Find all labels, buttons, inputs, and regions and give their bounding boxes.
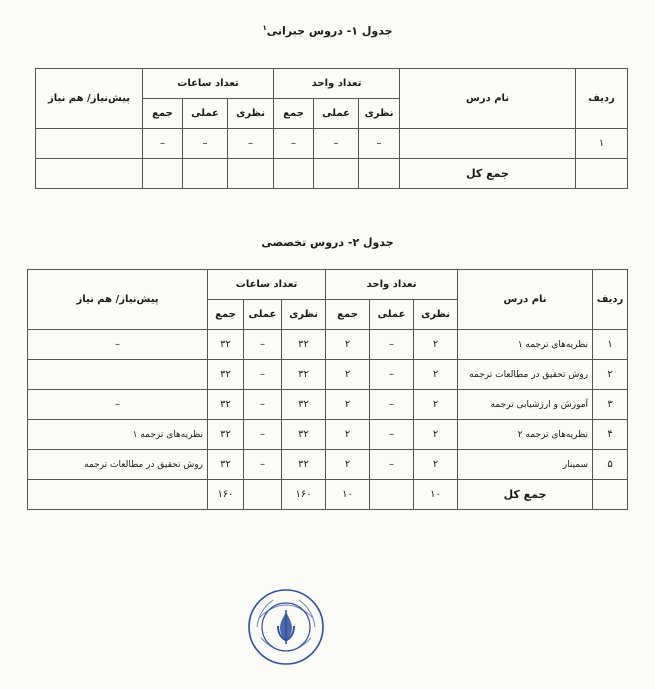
total-hours-total: ۱۶۰ bbox=[208, 480, 244, 510]
cell-units-practical: – bbox=[370, 330, 414, 360]
header-units-total: جمع bbox=[274, 99, 314, 129]
header-prereq: پیش‌نیاز/ هم نیاز bbox=[36, 69, 143, 129]
cell-units-theory: ۲ bbox=[414, 420, 458, 450]
table1-caption bbox=[0, 24, 655, 38]
table1-caption-text: جدول ۱- دروس جبرانی bbox=[266, 24, 393, 38]
table-row bbox=[28, 330, 628, 360]
table2-caption bbox=[0, 236, 655, 249]
totals-row bbox=[36, 159, 628, 189]
cell-blank bbox=[576, 159, 628, 189]
official-seal bbox=[247, 588, 325, 666]
header-course-name: نام درس bbox=[458, 270, 593, 330]
cell-hours-practical: – bbox=[244, 450, 282, 480]
cell-hours-practical: – bbox=[244, 330, 282, 360]
specialized-courses-table bbox=[27, 269, 628, 510]
cell-course-name: روش تحقیق در مطالعات ترجمه bbox=[458, 360, 593, 390]
header-hours-practical: عملی bbox=[244, 300, 282, 330]
cell-course-name: آموزش و ارزشیابی ترجمه bbox=[458, 390, 593, 420]
cell-hours-total: ۳۲ bbox=[208, 360, 244, 390]
cell-units-total: ۲ bbox=[326, 450, 370, 480]
header-units: تعداد واحد bbox=[274, 69, 400, 99]
cell-units-theory: – bbox=[359, 129, 400, 159]
cell-hours-practical: – bbox=[183, 129, 228, 159]
header-units: تعداد واحد bbox=[326, 270, 458, 300]
cell-hours-theory: ۳۲ bbox=[282, 420, 326, 450]
cell-blank bbox=[359, 159, 400, 189]
header-units-theory: نظری bbox=[359, 99, 400, 129]
cell-hours-practical: – bbox=[244, 360, 282, 390]
cell-units-total: ۲ bbox=[326, 330, 370, 360]
compensatory-courses-table bbox=[35, 68, 628, 189]
total-units-total: ۱۰ bbox=[326, 480, 370, 510]
cell-course-name: نظریه‌های ترجمه ۲ bbox=[458, 420, 593, 450]
cell-row-no: ۴ bbox=[593, 420, 628, 450]
header-units-practical: عملی bbox=[314, 99, 359, 129]
header-row-no: ردیف bbox=[576, 69, 628, 129]
cell-hours-total: – bbox=[143, 129, 183, 159]
header-units-practical: عملی bbox=[370, 300, 414, 330]
cell-blank bbox=[36, 159, 143, 189]
header-row-no: ردیف bbox=[593, 270, 628, 330]
cell-blank bbox=[314, 159, 359, 189]
cell-hours-theory: ۳۲ bbox=[282, 330, 326, 360]
cell-hours-total: ۳۲ bbox=[208, 450, 244, 480]
cell-units-theory: ۲ bbox=[414, 450, 458, 480]
totals-row bbox=[28, 480, 628, 510]
cell-hours-practical: – bbox=[244, 390, 282, 420]
cell-units-practical: – bbox=[370, 420, 414, 450]
cell-course-name bbox=[400, 129, 576, 159]
cell-units-theory: ۲ bbox=[414, 390, 458, 420]
cell-blank bbox=[143, 159, 183, 189]
cell-units-total: ۲ bbox=[326, 360, 370, 390]
cell-units-practical: – bbox=[314, 129, 359, 159]
cell-course-name: نظریه‌های ترجمه ۱ bbox=[458, 330, 593, 360]
cell-units-total: ۲ bbox=[326, 420, 370, 450]
cell-hours-theory: ۳۲ bbox=[282, 360, 326, 390]
cell-units-practical: – bbox=[370, 390, 414, 420]
header-units-total: جمع bbox=[326, 300, 370, 330]
cell-prereq: – bbox=[28, 390, 208, 420]
cell-row-no: ۵ bbox=[593, 450, 628, 480]
table-row bbox=[28, 450, 628, 480]
table-row bbox=[28, 390, 628, 420]
header-hours-theory: نظری bbox=[282, 300, 326, 330]
footnote-mark: ۱ bbox=[262, 24, 267, 32]
cell-units-practical: – bbox=[370, 450, 414, 480]
cell-prereq: روش تحقیق در مطالعات ترجمه bbox=[28, 450, 208, 480]
cell-hours-practical: – bbox=[244, 420, 282, 450]
header-hours: تعداد ساعات bbox=[208, 270, 326, 300]
total-units-theory: ۱۰ bbox=[414, 480, 458, 510]
table-row bbox=[28, 360, 628, 390]
cell-blank bbox=[370, 480, 414, 510]
total-label: جمع کل bbox=[400, 159, 576, 189]
cell-hours-total: ۳۲ bbox=[208, 420, 244, 450]
cell-units-theory: ۲ bbox=[414, 360, 458, 390]
header-prereq: پیش‌نیاز/ هم نیاز bbox=[28, 270, 208, 330]
header-hours-total: جمع bbox=[143, 99, 183, 129]
table2-caption-text: جدول ۲- دروس تخصصی bbox=[261, 236, 394, 249]
seal-emblem-icon bbox=[247, 588, 325, 666]
cell-blank bbox=[183, 159, 228, 189]
cell-course-name: سمینار bbox=[458, 450, 593, 480]
header-units-theory: نظری bbox=[414, 300, 458, 330]
cell-units-practical: – bbox=[370, 360, 414, 390]
cell-blank bbox=[593, 480, 628, 510]
header-hours: تعداد ساعات bbox=[143, 69, 274, 99]
cell-row-no: ۱ bbox=[576, 129, 628, 159]
cell-units-total: ۲ bbox=[326, 390, 370, 420]
cell-prereq bbox=[28, 360, 208, 390]
total-hours-theory: ۱۶۰ bbox=[282, 480, 326, 510]
cell-blank bbox=[244, 480, 282, 510]
table-row bbox=[36, 129, 628, 159]
table-row bbox=[28, 420, 628, 450]
cell-row-no: ۲ bbox=[593, 360, 628, 390]
cell-hours-theory: ۳۲ bbox=[282, 390, 326, 420]
cell-prereq bbox=[36, 129, 143, 159]
header-course-name: نام درس bbox=[400, 69, 576, 129]
header-hours-total: جمع bbox=[208, 300, 244, 330]
cell-units-total: – bbox=[274, 129, 314, 159]
cell-blank bbox=[28, 480, 208, 510]
cell-blank bbox=[228, 159, 274, 189]
total-label: جمع کل bbox=[458, 480, 593, 510]
cell-hours-total: ۳۲ bbox=[208, 330, 244, 360]
cell-hours-total: ۳۲ bbox=[208, 390, 244, 420]
cell-units-theory: ۲ bbox=[414, 330, 458, 360]
header-hours-theory: نظری bbox=[228, 99, 274, 129]
header-hours-practical: عملی bbox=[183, 99, 228, 129]
cell-row-no: ۳ bbox=[593, 390, 628, 420]
cell-row-no: ۱ bbox=[593, 330, 628, 360]
cell-hours-theory: ۳۲ bbox=[282, 450, 326, 480]
cell-blank bbox=[274, 159, 314, 189]
cell-prereq: – bbox=[28, 330, 208, 360]
cell-hours-theory: – bbox=[228, 129, 274, 159]
cell-prereq: نظریه‌های ترجمه ۱ bbox=[28, 420, 208, 450]
